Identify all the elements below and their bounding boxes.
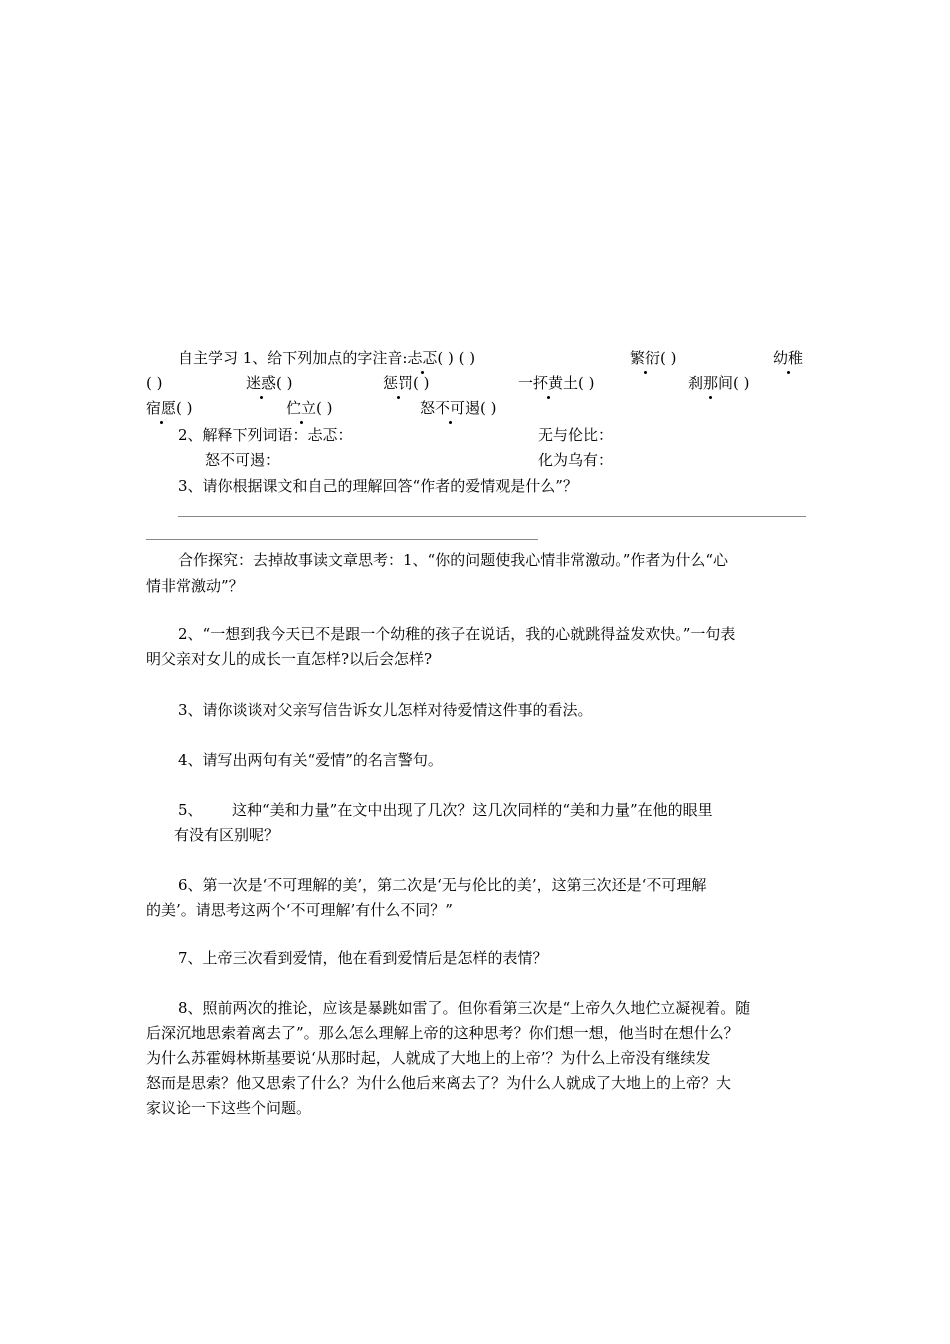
q1-word-8: 宿愿 — [146, 399, 177, 417]
q1-blank-4: ( ) — [276, 374, 293, 392]
coop-q6-line-1: 6、第一次是‘不可理解的美’，第二次是‘无与伦比的美’，这第三次还是‘不可理解 — [178, 876, 707, 894]
q1-word-1: 忐忑 — [407, 349, 438, 367]
q1-blank-10: ( ) — [480, 399, 497, 417]
q1-item-3 — [773, 347, 803, 369]
q1-item-10 — [420, 397, 497, 419]
q1-blank-5: ( ) — [413, 374, 430, 392]
q1-line-1 — [178, 347, 475, 369]
coop-q5-number: 5、 — [178, 801, 203, 819]
coop-q1-line-1: 合作探究：去掉故事读文章思考：1、“你的问题使我心情非常激动。”作者为什么“心 — [178, 551, 729, 569]
q1-intro: 自主学习 1、给下列加点的字注音: — [178, 349, 408, 367]
q1-blank-2: ( ) — [660, 349, 677, 367]
q1-item-9 — [286, 397, 333, 419]
coop-q1-line-2: 情非常激动”？ — [146, 577, 244, 595]
q2-label: 2、解释下列词语： — [178, 426, 308, 444]
q2-term-2: 无与伦比： — [538, 426, 614, 444]
q1-word-4: 迷惑 — [246, 374, 277, 392]
coop-q5-line-1: 这种“美和力量”在文中出现了几次？这几次同样的“美和力量”在他的眼里 — [232, 801, 713, 819]
q1-blank-6: ( ) — [578, 374, 595, 392]
q1-item-7 — [688, 372, 750, 394]
q1-blank-3: ( ) — [146, 374, 163, 392]
answer-line-1 — [178, 516, 806, 517]
q1-blank-1: ( ) ( ) — [437, 349, 476, 367]
q1-blank-9: ( ) — [316, 399, 333, 417]
coop-q8-line-4: 怒而是思索？他又思索了什么？为什么他后来离去了？为什么人就成了大地上的上帝？大 — [146, 1074, 732, 1092]
coop-q5-line-2: 有没有区别呢？ — [174, 826, 280, 844]
q1-word-6: 一抔黄土 — [518, 374, 579, 392]
q1-word-9: 伫立 — [286, 399, 317, 417]
q3-text: 3、请你根据课文和自己的理解回答“作者的爱情观是什么”？ — [178, 477, 578, 495]
coop-q8-line-3: 为什么苏霍姆林斯基要说‘从那时起，人就成了大地上的上帝’？为什么上帝没有继续发 — [146, 1049, 711, 1067]
coop-q2-line-1: 2、“一想到我今天已不是跟一个幼稚的孩子在说话，我的心就跳得益发欢快。”一句表 — [178, 625, 736, 643]
q1-item-8 — [146, 397, 193, 419]
q1-blank-7: ( ) — [733, 374, 750, 392]
coop-q7: 7、上帝三次看到爱情，他在看到爱情后是怎样的表情？ — [178, 949, 548, 967]
q1-blank-8: ( ) — [176, 399, 193, 417]
q2-term-3: 怒不可遏： — [205, 451, 281, 469]
q1-item-6 — [518, 372, 595, 394]
q1-word-7: 刹那间 — [688, 374, 734, 392]
coop-q8-line-1: 8、照前两次的推论，应该是暴跳如雷了。但你看第三次是“上帝久久地伫立凝视着。随 — [178, 999, 751, 1017]
coop-q4: 4、请写出两句有关“爱情”的名言警句。 — [178, 751, 443, 769]
answer-line-2 — [146, 539, 538, 540]
coop-q8-line-2: 后深沉地思索着离去了”。那么怎么理解上帝的这种思考？你们想一想，他当时在想什么？ — [146, 1024, 739, 1042]
q2-term-4: 化为乌有： — [538, 451, 614, 469]
coop-q2-line-2: 明父亲对女儿的成长一直怎样?以后会怎样? — [146, 650, 433, 668]
q1-word-10: 怒不可遏 — [420, 399, 481, 417]
q1-item-5 — [383, 372, 430, 394]
coop-q6-line-2: 的美’。请思考这两个‘不可理解’有什么不同？” — [146, 901, 453, 919]
q1-item-4 — [246, 372, 293, 394]
q1-word-2: 繁衍 — [630, 349, 661, 367]
q1-word-3: 幼稚 — [773, 349, 804, 367]
coop-q3: 3、请你谈谈对父亲写信告诉女儿怎样对待爱情这件事的看法。 — [178, 701, 593, 719]
q1-item-2 — [630, 347, 677, 369]
coop-q8-line-5: 家议论一下这些个问题。 — [146, 1099, 312, 1117]
q2-line-1 — [178, 424, 353, 446]
q1-word-5: 惩罚 — [383, 374, 414, 392]
q2-term-1: 忐忑： — [307, 426, 353, 444]
